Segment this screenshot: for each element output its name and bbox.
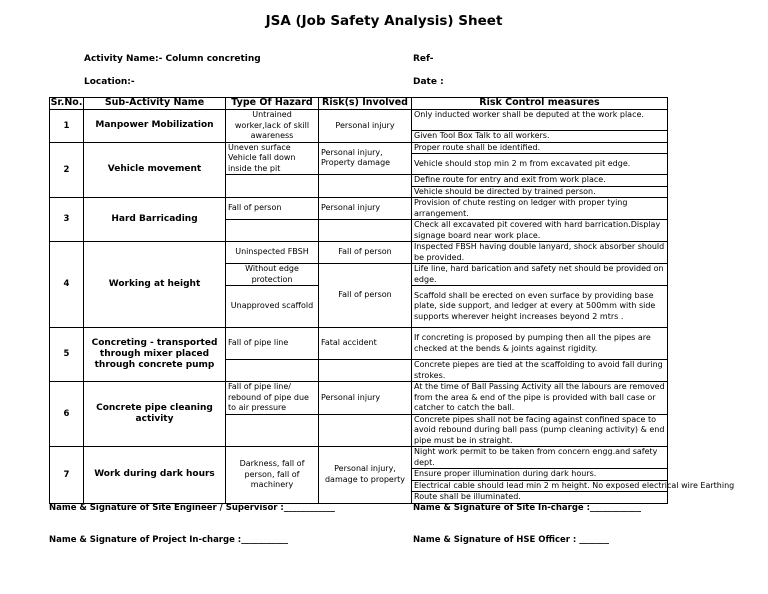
risk: Fall of person bbox=[319, 264, 412, 328]
col-sub-activity: Sub-Activity Name bbox=[84, 98, 226, 110]
control-measure: Life line, hard barication and safety net should be provided on edge. bbox=[412, 264, 668, 286]
control-measure: Only inducted worker shall be deputed at the work place. bbox=[412, 110, 668, 131]
control-measure: Given Tool Box Talk to all workers. bbox=[412, 131, 668, 143]
sr-no: 7 bbox=[50, 447, 84, 504]
sub-activity: Hard Barricading bbox=[84, 198, 226, 242]
control-measure: Night work permit to be taken from concern engg.and safety dept. bbox=[412, 447, 668, 469]
hazard: Fall of pipe line/ rebound of pipe due to air pressure bbox=[226, 382, 319, 415]
hazard: Unapproved scaffold bbox=[226, 286, 319, 328]
hazard: Untrained worker,lack of skill awareness bbox=[226, 110, 319, 143]
control-measure: Inspected FBSH having double lanyard, shock absorber should be provided. bbox=[412, 242, 668, 264]
risk: Personal injury, damage to property bbox=[319, 447, 412, 504]
hazard: Without edge protection bbox=[226, 264, 319, 286]
risk-empty bbox=[319, 360, 412, 382]
control-measure: Vehicle should stop min 2 m from excavated pit edge. bbox=[412, 154, 668, 175]
control-measure: Concrete piepes are tied at the scaffolding to avoid fall during strokes. bbox=[412, 360, 668, 382]
table-row bbox=[50, 142, 668, 154]
risk-empty bbox=[319, 414, 412, 447]
risk: Fatal accident bbox=[319, 328, 412, 360]
ref-field: Ref- bbox=[413, 54, 434, 64]
col-controls: Risk Control measures bbox=[412, 98, 668, 110]
table-row bbox=[50, 382, 668, 415]
control-measure: Provision of chute resting on ledger with proper tying arrangement. bbox=[412, 198, 668, 220]
sub-activity: Manpower Mobilization bbox=[84, 110, 226, 143]
risk: Personal injury bbox=[319, 110, 412, 143]
risk: Fall of person bbox=[319, 242, 412, 264]
sub-activity: Concreting - transported through mixer placed through concrete pump bbox=[84, 328, 226, 382]
site-engineer-signature: Name & Signature of Site Engineer / Supervisor :____________ bbox=[49, 503, 335, 513]
hazard: Darkness, fall of person, fall of machinery bbox=[226, 447, 319, 504]
sr-no: 2 bbox=[50, 142, 84, 198]
control-measure: Define route for entry and exit from work place. bbox=[412, 175, 668, 187]
hazard-empty bbox=[226, 175, 319, 198]
project-incharge-signature: Name & Signature of Project In-charge :___________ bbox=[49, 535, 288, 545]
control-measure: At the time of Ball Passing Activity all the labours are removed from the area & end of the pipe is provided with ball case or catcher to catch the ball. bbox=[412, 382, 668, 415]
risk: Personal injury, Property damage bbox=[319, 142, 412, 175]
risk: Personal injury bbox=[319, 382, 412, 415]
hazard: Uninspected FBSH bbox=[226, 242, 319, 264]
control-measure: Check all excavated pit covered with hard barrication.Display signage board near work place. bbox=[412, 220, 668, 242]
col-sr-no: Sr.No. bbox=[50, 97, 83, 109]
control-measure: Electrical cable should lead min 2 m height. No exposed electrical wire Earthing bbox=[412, 480, 668, 492]
sub-activity: Work during dark hours bbox=[84, 447, 226, 504]
risk-empty bbox=[319, 220, 412, 242]
sr-no: 3 bbox=[50, 198, 84, 242]
hazard-empty bbox=[226, 360, 319, 382]
table-row bbox=[50, 242, 668, 264]
hazard: Fall of pipe line bbox=[226, 328, 319, 360]
hazard-empty bbox=[226, 220, 319, 242]
hazard: Uneven surface Vehicle fall down inside the pit bbox=[226, 142, 319, 175]
control-measure: Route shall be illuminated. bbox=[412, 492, 668, 504]
site-incharge-signature: Name & Signature of Site In-charge :____________ bbox=[413, 503, 642, 513]
sub-activity: Vehicle movement bbox=[84, 142, 226, 198]
risk: Personal injury bbox=[319, 198, 412, 220]
control-measure: Proper route shall be identified. bbox=[412, 142, 668, 154]
control-measure: If concreting is proposed by pumping then all the pipes are checked at the bends & joints against rigidity. bbox=[412, 328, 668, 360]
sr-no: 6 bbox=[50, 382, 84, 447]
table-row bbox=[50, 447, 668, 469]
control-measure: Concrete pipes shall not be facing against confined space to avoid rebound during ball pass (pump cleaning activity) & end pipe must be in straight. bbox=[412, 414, 668, 447]
document-title: JSA (Job Safety Analysis) Sheet bbox=[265, 13, 503, 29]
sr-no: 1 bbox=[50, 110, 84, 143]
control-measure: Vehicle should be directed by trained person. bbox=[412, 186, 668, 198]
sr-no: 5 bbox=[50, 328, 84, 382]
col-risk: Risk(s) Involved bbox=[319, 98, 412, 110]
jsa-table bbox=[49, 97, 735, 504]
table-row bbox=[50, 328, 668, 360]
risk-empty bbox=[319, 175, 412, 198]
hazard: Fall of person bbox=[226, 198, 319, 220]
table-row bbox=[50, 198, 668, 220]
sr-no: 4 bbox=[50, 242, 84, 328]
hazard-empty bbox=[226, 414, 319, 447]
table-row bbox=[50, 110, 668, 131]
hse-officer-signature: Name & Signature of HSE Officer : _______ bbox=[413, 535, 610, 545]
col-hazard: Type Of Hazard bbox=[226, 98, 319, 110]
control-measure: Scaffold shall be erected on even surface by providing base plate, side support, and ledger at every at 500mm with side supports wherever height increases beyond 2 mtrs . bbox=[412, 286, 668, 328]
activity-name: Activity Name:- Column concreting bbox=[84, 54, 261, 64]
date-field: Date : bbox=[413, 77, 444, 87]
location-field: Location:- bbox=[84, 77, 135, 87]
table-header-row bbox=[50, 98, 668, 110]
sub-activity: Concrete pipe cleaning activity bbox=[84, 382, 226, 447]
control-measure: Ensure proper illumination during dark hours. bbox=[412, 469, 668, 481]
sub-activity: Working at height bbox=[84, 242, 226, 328]
